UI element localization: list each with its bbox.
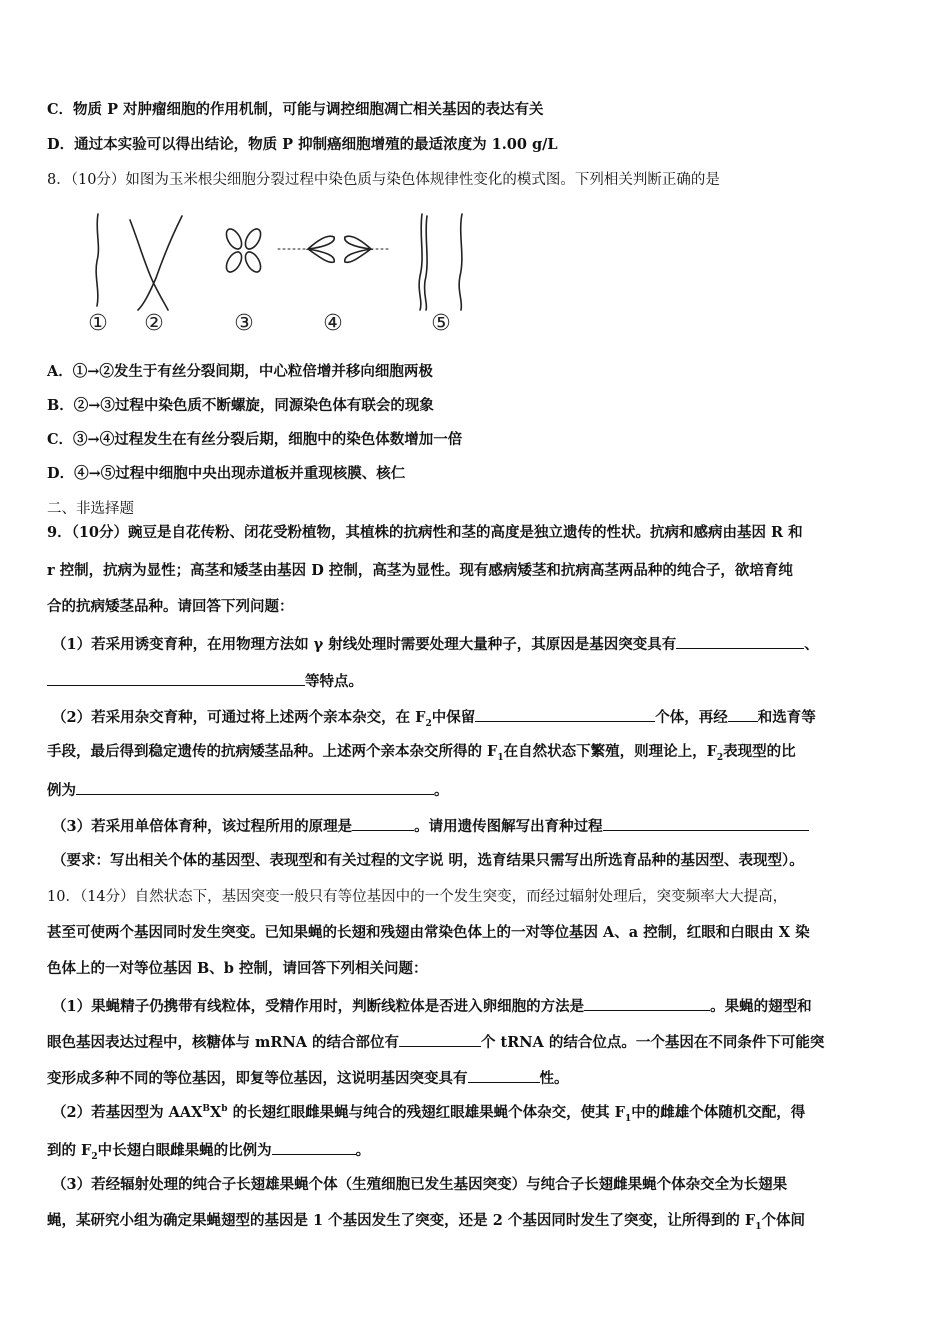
q8-option-c: C．③→④过程发生在有丝分裂后期，细胞中的染色体数增加一倍 xyxy=(47,431,463,448)
q10-line-1: 10．（14分）自然状态下，基因突变一般只有等位基因中的一个发生突变，而经过辐射处理后，突变频率大大提高， xyxy=(47,889,788,905)
q10-line-3: 色体上的一对等位基因 B、b 控制，请回答下列相关问题： xyxy=(47,960,428,977)
chromosome-3 xyxy=(223,226,263,274)
q7-option-d: D．通过本实验可以得出结论，物质 P 抑制癌细胞增殖的最适浓度为 1.00 g/L xyxy=(47,136,558,153)
q10-part-3: （3）若经辐射处理的纯合子长翅雄果蝇个体（生殖细胞已发生基因突变）与纯合子长翅雌果蝇个体杂交全为长翅果 xyxy=(52,1176,788,1193)
fig-label-1: ① xyxy=(88,311,108,336)
q8-option-b: B．②→③过程中染色质不断螺旋，同源染色体有联会的现象 xyxy=(47,397,434,414)
answer-blank[interactable] xyxy=(676,633,804,649)
section-heading: 二、非选择题 xyxy=(47,501,134,517)
q10-part-1: （1）果蝇精子仍携带有线粒体，受精作用时，判断线粒体是否进入卵细胞的方法是 。果蝇的翅型和 xyxy=(52,995,904,1017)
chromosome-diagram xyxy=(46,206,481,336)
chromosome-4 xyxy=(308,236,371,262)
q9-line-3: 合的抗病矮茎品种。请回答下列问题： xyxy=(47,598,294,615)
chromatin-5c xyxy=(459,214,462,310)
answer-blank[interactable] xyxy=(272,1139,356,1155)
q9-part-1-cont: 等特点。 xyxy=(47,670,904,692)
answer-blank[interactable] xyxy=(352,815,414,831)
q10-part-3-line-2: 蝇，某研究小组为确定果蝇翅型的基因是 1 个基因发生了突变，还是 2 个基因同时发生了突变，让所得到的 $F_1$个体间 xyxy=(47,1212,805,1232)
q7-option-c: C．物质 P 对肿瘤细胞的作用机制，可能与调控细胞凋亡相关基因的表达有关 xyxy=(47,101,544,118)
answer-blank[interactable] xyxy=(603,815,809,831)
answer-blank[interactable] xyxy=(468,1067,540,1083)
fig-label-4: ④ xyxy=(323,311,343,336)
answer-blank[interactable] xyxy=(584,995,710,1011)
q9-part-3-note: （要求：写出相关个体的基因型、表现型和有关过程的文字说 明，选育结果只需写出所选育品种的基因型、表现型）。 xyxy=(52,852,804,869)
q9-part-1: （1）若采用诱变育种，在用物理方法如 γ 射线处理时需要处理大量种子，其原因是基因突变具有 、 xyxy=(52,633,904,655)
q10-part-2-line-2: 到的 $F_2$中长翅白眼雌果蝇的比例为 。 xyxy=(47,1139,904,1161)
answer-blank[interactable] xyxy=(76,779,434,795)
q9-part-3: （3）若采用单倍体育种，该过程所用的原理是 。请用遗传图解写出育种过程 xyxy=(52,815,904,837)
q9-part-2-line-2: 手段，最后得到稳定遗传的抗病矮茎品种。上述两个亲本杂交所得的 $F_1$在自然状态下繁殖，则理论上，$F_2$表现型的比 xyxy=(47,743,796,763)
q8-option-d: D．④→⑤过程中细胞中央出现赤道板并重现核膜、核仁 xyxy=(47,465,406,482)
chromatin-1 xyxy=(96,214,98,306)
q10-part-1-line-3: 变形成多种不同的等位基因，即复等位基因，这说明基因突变具有 性。 xyxy=(47,1067,904,1089)
fig-label-3: ③ xyxy=(234,311,254,336)
q8-option-a: A．①→②发生于有丝分裂间期，中心粒倍增并移向细胞两极 xyxy=(47,363,433,380)
answer-blank[interactable] xyxy=(47,670,305,686)
q10-part-2: （2）若基因型为 $AAX^BX^b$ 的长翅红眼雌果蝇与纯合的残翅红眼雄果蝇个体杂交，使其 $F_1$中的雌雄个体随机交配，得 xyxy=(52,1104,806,1124)
fig-label-2: ② xyxy=(144,311,164,336)
q9-line-1: 9．（10分）豌豆是自花传粉、闭花受粉植物，其植株的抗病性和茎的高度是独立遗传的性状。抗病和感病由基因 R 和 xyxy=(47,524,803,541)
fig-label-5: ⑤ xyxy=(431,311,451,336)
q10-line-2: 甚至可使两个基因同时发生突变。已知果蝇的长翅和残翅由常染色体上的一对等位基因 A、a 控制，红眼和白眼由 X 染 xyxy=(47,924,810,941)
q10-part-1-line-2: 眼色基因表达过程中，核糖体与 mRNA 的结合部位有 个 tRNA 的结合位点。一个基因在不同条件下可能突 xyxy=(47,1031,904,1053)
answer-blank[interactable] xyxy=(399,1031,481,1047)
q9-part-2: （2）若采用杂交育种，可通过将上述两个亲本杂交，在 $F_2$中保留 个体，再经 和选育等 xyxy=(52,706,904,728)
chromatin-5a xyxy=(419,214,422,310)
answer-blank[interactable] xyxy=(475,706,655,722)
q9-line-2: r 控制，抗病为显性；高茎和矮茎由基因 D 控制，高茎为显性。现有感病矮茎和抗病高茎两品种的纯合子，欲培育纯 xyxy=(47,562,793,579)
q8-stem: 8．（10分）如图为玉米根尖细胞分裂过程中染色质与染色体规律性变化的模式图。下列相关判断正确的是 xyxy=(47,172,720,188)
chromatin-5b xyxy=(425,216,428,310)
answer-blank[interactable] xyxy=(728,706,758,722)
q9-part-2-line-3: 例为 。 xyxy=(47,779,904,801)
chromatin-2a xyxy=(130,220,168,310)
